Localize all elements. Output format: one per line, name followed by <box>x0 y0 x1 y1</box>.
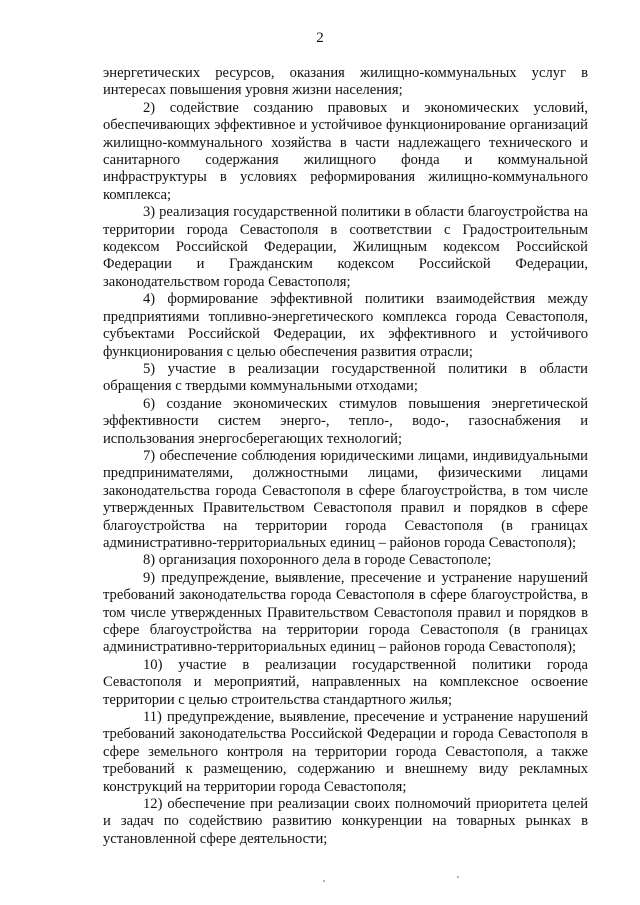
paragraph-item-5: 5) участие в реализации государственной политики в области обращения с твердыми коммунальными отходами; <box>103 360 588 395</box>
paragraph-item-7: 7) обеспечение соблюдения юридическими лицами, индивидуальными предпринимателями, должностными лицами, физическими лицами законодательства города Севастополя в сфере благоустройства, в том числе утвержденных Правительством Севастополя правил и порядков в сфере благоустройства на территории города Севастополя (в границах административно-территориальных единиц – районов города Севастополя); <box>103 447 588 551</box>
paragraph-item-10: 10) участие в реализации государственной политики города Севастополя и мероприятий, направленных на комплексное освоение территории с целью строительства стандартного жилья; <box>103 656 588 708</box>
paragraph-continuation: энергетических ресурсов, оказания жилищно-коммунальных услуг в интересах повышения уровня жизни населения; <box>103 65 588 99</box>
paragraph-item-8: 8) организация похоронного дела в городе Севастополе; <box>143 552 492 569</box>
paragraph-item-9: 9) предупреждение, выявление, пресечение и устранение нарушений требований законодательства города Севастополя в сфере благоустройства, в том числе утвержденных Правительством Севастополя правил и порядков в сфере благоустройства на территории города Севастополя (в границах административно-территориальных единиц – районов города Севастополя); <box>103 569 588 656</box>
scan-dot <box>457 876 459 878</box>
paragraph-item-12: 12) обеспечение при реализации своих полномочий приоритета целей и задач по содействию развитию конкуренции на товарных рынках в установленной сфере деятельности; <box>103 796 588 847</box>
paragraph-item-2: 2) содействие созданию правовых и экономических условий, обеспечивающих эффективное и устойчивое функционирование организаций жилищно-коммунального хозяйства в части надлежащего технического и санитарного содержания жилищного фонда и коммунальной инфраструктуры в условиях реформирования жилищно-коммунального комплекса; <box>103 99 588 203</box>
scan-dot <box>323 880 325 882</box>
paragraph-item-11: 11) предупреждение, выявление, пресечение и устранение нарушений требований законодательства Российской Федерации и города Севастополя в сфере земельного контроля на территории города Севастополя, а также требований к размещению, содержанию и внешнему виду рекламных конструкций на территории города Севастополя; <box>103 709 588 795</box>
paragraph-item-6: 6) создание экономических стимулов повышения энергетической эффективности систем энерго-, тепло-, водо-, газоснабжения и использования энергосберегающих технологий; <box>103 395 588 447</box>
document-body <box>103 65 588 848</box>
paragraph-item-3: 3) реализация государственной политики в области благоустройства на территории города Севастополя в соответствии с Градостроительным кодексом Российской Федерации, Жилищным кодексом Российской Федерации и Гражданским кодексом Российской Федерации, законодательством города Севастополя; <box>103 204 588 290</box>
paragraph-item-4: 4) формирование эффективной политики взаимодействия между предприятиями топливно-энергетического комплекса города Севастополя, субъектами Российской Федерации, их эффективного и устойчивого функционирования с целью обеспечения развития отрасли; <box>103 291 588 360</box>
page-number: 2 <box>316 30 324 46</box>
